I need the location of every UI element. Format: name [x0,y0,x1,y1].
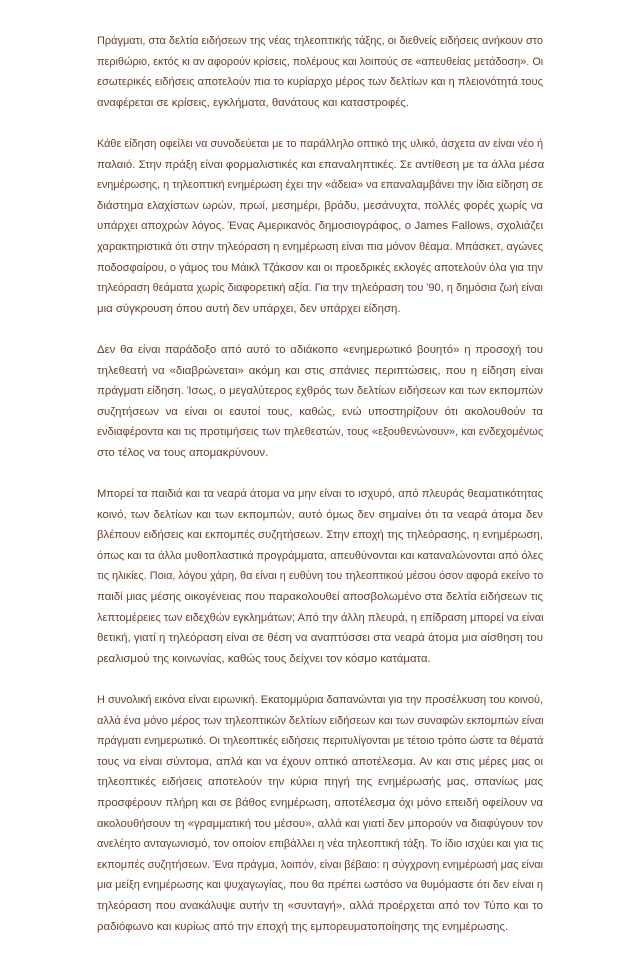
text-line: εκπομπές συζητήσεων. Ένα πράγμα, λοιπόν, είναι βέβαιο: η σύγχρονη ενημέρωσή μας είναι [97,858,544,871]
text-line: τηλεόραση που ανακάλυψε αυτήν τη «συνταγή», αλλά προέρχεται από τον Τύπο και το [97,899,543,912]
text-line: πράγματι είδηση. Ίσως, ο μεγαλύτερος εχθρός των δελτίων ειδήσεων και των εκπομπών [97,385,543,398]
paragraph-2 [97,134,543,319]
paragraph-1 [97,31,543,113]
text-line: μια σύγκρουση όπου αυτή δεν υπάρχει, δεν υπάρχει είδηση. [97,302,401,315]
text-line: τις ηλικίες. Ποια, λόγου χάρη, θα είναι η ευθύνη του τηλεοπτικού μέσου όσον αφορά εκείνο το [97,570,544,583]
text-line: στο τέλος να τους απομακρύνουν. [97,446,269,459]
text-line: θετική, γιατί η τηλεόραση είναι σε θέση να αναπτύσσει στα νεαρά άτομα μια αίσθηση του [97,632,543,645]
paragraph-4 [97,484,543,669]
text-line: υπάρχει αποχρών λόγος. Ένας Αμερικανός δημοσιογράφος, ο James Fallows, σχολιάζει [97,220,543,233]
text-line: ραδιόφωνο και κυρίως από την εποχή της εμπορευματοποίησης της ενημέρωσης. [97,920,509,933]
text-line: ακολουθήσουν τη «γραμματική του μέσου», αλλά και γιατί δεν μπορούν να διαφύγουν τον [97,817,543,830]
text-line: ποδοσφαίρου, ο γάμος του Μάικλ Τζάκσον και οι προεδρικές εκλογές αποτελούν όλα για την [97,261,543,274]
text-line: ενημέρωσης, η τηλεοπτική ενημέρωση έχει την «άδεια» να επαναλαμβάνει την ίδια είδηση σε [97,179,543,192]
text-line: κοινό, των δελτίων και των εκπομπών, αυτό όμως δεν σημαίνει ότι τα νεαρά άτομα δεν [97,508,543,521]
text-line: εσωτερικές ειδήσεις αποτελούν πια το κυρίαρχο μέρος των δελτίων και η πλειονότητά τους [97,76,543,89]
text-line: συζητήσεων να είναι οι εαυτοί τους, καθώς, ενώ υποστηρίζουν ότι ακολουθούν τα [97,405,543,418]
text-line: αλλά ένα μόνο μέρος των τηλεοπτικών δελτίων ειδήσεων και των συναφών εκπομπών είναι [97,714,544,727]
text-line: τηλεόραση θεάματα χωρίς διαφορετική αξία. Για την τηλεόραση του '90, η δημόσια ζωή είναι [97,282,543,295]
text-line: περιθώριο, εκτός κι αν αφορούν κρίσεις, πολέμους και λοιπούς σε «απευθείας μετάδοση». Οι [97,55,544,68]
text-line: λεπτομέρειες των ειδεχθών εγκλημάτων; Από την άλλη πλευρά, η επίδραση μπορεί να είναι [97,611,544,624]
paragraph-3 [97,340,543,464]
text-line: βλέπουν ειδήσεις και εκπομπές συζητήσεων. Στην εποχή της τηλεόρασης, η ενημέρωση, [97,529,543,542]
document-body [97,31,543,958]
text-line: μια μείξη ενημέρωσης και ψυχαγωγίας, που θα πρέπει ωστόσο να θυμόμαστε ότι δεν είναι η [97,879,543,892]
text-line: Μπορεί τα παιδιά και τα νεαρά άτομα να μην είναι το ισχυρό, από πλευράς θεαματικότητας [97,488,543,501]
text-line: τους να είναι σύντομα, απλά και να έχουν οπτικό αποτέλεσμα. Αν και στις μέρες μας οι [97,755,543,768]
text-line: Πράγματι, στα δελτία ειδήσεων της νέας τηλεοπτικής τάξης, οι διεθνείς ειδήσεις ανήκουν στο [97,35,543,47]
text-line: Κάθε είδηση οφείλει να συνοδεύεται με το παράλληλο οπτικό της υλικό, άσχετα αν είναι νέο ή [97,137,543,150]
text-line: προσφέρουν πλήρη και σε βάθος ενημέρωση, αποτέλεσμα όχι μόνο επειδή οφείλουν να [97,796,543,809]
paragraph-5 [97,690,543,937]
text-line: χαρακτηριστικά ότι στην τηλεόραση η ενημέρωση είναι πια μόνον θέαμα. Μπάσκετ, αγώνες [97,240,543,253]
text-line: ρεαλισμού της κοινωνίας, καθώς τους δείχνει τον κόσμο κατάματα. [97,652,431,665]
text-line: ανελέητο ανταγωνισμό, τον οποίον επιβάλλει η νέα τηλεοπτική τάξη. Το ίδιο ισχύει και για τις [97,838,544,851]
text-line: διάστημα ελαχίστων ωρών, πρωί, μεσημέρι, βράδυ, μεσάνυχτα, πολλές φορές χωρίς να [97,199,543,212]
text-line: ενδιαφέροντα και τις προτιμήσεις των τηλεθεατών, τους «εξουθενώνουν», και ενδεχομένως [97,426,544,439]
text-line: Δεν θα είναι παράδοξο από αυτό το αδιάκοπο «ενημερωτικό βουητό» η προσοχή του [97,343,543,356]
text-line: παλαιό. Στην πράξη είναι φορμαλιστικές και επαναληπτικές. Σε αντίθεση με τα άλλα μέσα [97,158,545,171]
text-line: Η συνολική εικόνα είναι ειρωνική. Εκατομμύρια δαπανώνται για την προσέλκυση του κοινού, [97,694,543,706]
text-line: τηλεθεατή να «διαβρώνεται» ακόμη και στις σπάνιες περιπτώσεις, που η είδηση είναι [97,364,543,377]
text-line: παιδί μιας μέσης οικογένειας που παρακολουθεί αποσβολωμένο στα δελτία ειδήσεων τις [97,591,543,604]
text-line: πράγματι ενημερωτικό. Οι τηλεοπτικές ειδήσεις περιτυλίγονται με τέτοιο τρόπο ώστε τα θέματά [97,735,544,748]
text-line: αναφέρεται σε κρίσεις, εγκλήματα, θανάτους και καταστροφές. [97,96,409,109]
text-line: όπως και τα άλλα μυθοπλαστικά προγράμματα, απευθύνονται και καταναλώνονται από όλες [97,549,543,562]
text-line: τηλεοπτικές ειδήσεις αποτελούν την κύρια πηγή της ενημέρωσής μας, σπανίως μας [97,776,543,789]
